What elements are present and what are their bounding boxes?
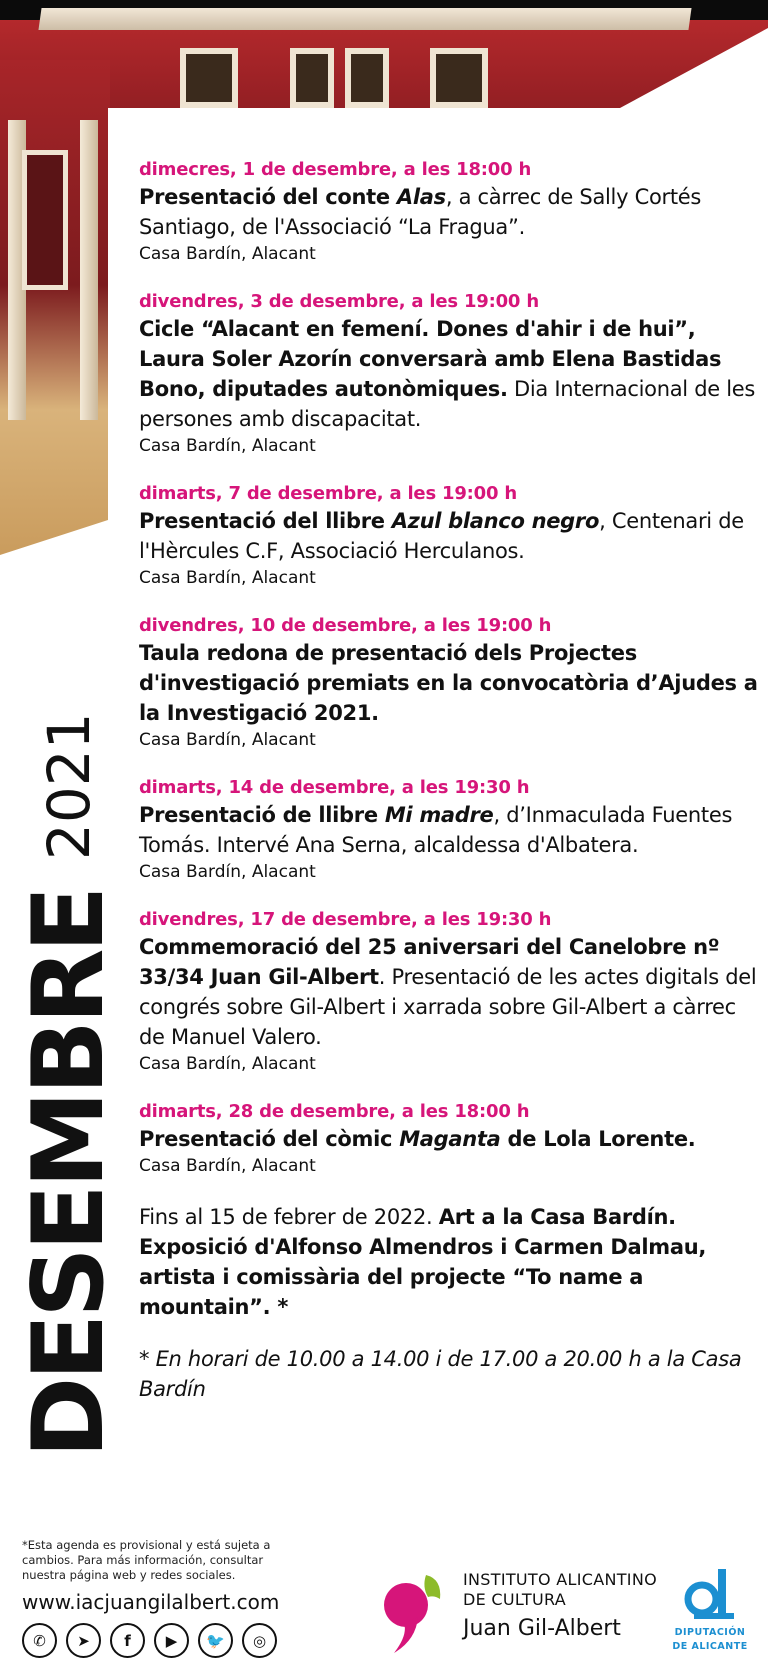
event-date: divendres, 17 de desembre, a les 19:30 h bbox=[139, 909, 552, 930]
event-details: . Presentació de les actes digitals del congrés sobre Gil-Albert i xarrada sobre Gil-Albert a càrrec de Manuel Valero. bbox=[139, 965, 757, 1049]
event-description bbox=[139, 800, 759, 860]
event-date: divendres, 3 de desembre, a les 19:00 h bbox=[139, 291, 539, 312]
institute-name-line3: Juan Gil-Albert bbox=[463, 1616, 621, 1641]
facebook-icon[interactable]: f bbox=[110, 1623, 145, 1658]
facade-cornice bbox=[38, 8, 691, 30]
event-title: Presentació del conte bbox=[139, 185, 397, 209]
opening-hours-footnote: * En horari de 10.00 a 14.00 i de 17.00 a 20.00 h a la Casa Bardín bbox=[139, 1347, 742, 1401]
facade-window bbox=[430, 48, 488, 108]
event-item bbox=[139, 908, 759, 1076]
event-title-italic: Maganta bbox=[399, 1127, 501, 1151]
diputacion-a-icon bbox=[682, 1565, 738, 1621]
institute-name-line2: DE CULTURA bbox=[463, 1590, 567, 1609]
event-details: , a càrrec de Sally Cortés Santiago, de l'Associació “La Fragua”. bbox=[139, 185, 702, 239]
facade-pillar bbox=[80, 120, 98, 420]
facade-window bbox=[180, 48, 238, 108]
event-list bbox=[139, 158, 759, 1404]
event-title-tail: de Lola Lorente. bbox=[500, 1127, 696, 1151]
event-title: Commemoració del 25 aniversari del Canelobre nº 33/34 Juan Gil-Albert bbox=[139, 935, 720, 989]
event-title-italic: Azul blanco negro bbox=[391, 509, 600, 533]
event-item bbox=[139, 482, 759, 590]
diputacion-line2: DE ALICANTE bbox=[672, 1641, 748, 1652]
event-date: dimarts, 28 de desembre, a les 18:00 h bbox=[139, 1101, 530, 1122]
facade-window bbox=[345, 48, 389, 108]
event-date: dimarts, 14 de desembre, a les 19:30 h bbox=[139, 777, 530, 798]
institute-logo-icon bbox=[382, 1565, 450, 1655]
event-item bbox=[139, 614, 759, 752]
website-link[interactable]: www.iacjuangilalbert.com bbox=[22, 1590, 280, 1614]
month-title bbox=[12, 711, 126, 1458]
event-place: Casa Bardín, Alacant bbox=[139, 436, 316, 456]
instagram-icon[interactable]: ◎ bbox=[242, 1623, 277, 1658]
event-place: Casa Bardín, Alacant bbox=[139, 568, 316, 588]
event-place: Casa Bardín, Alacant bbox=[139, 730, 316, 750]
diputacion-line1: DIPUTACIÓN bbox=[674, 1627, 746, 1638]
telegram-icon[interactable]: ➤ bbox=[66, 1623, 101, 1658]
twitter-icon[interactable]: 🐦 bbox=[198, 1623, 233, 1658]
event-title: Presentació del llibre bbox=[139, 509, 392, 533]
whatsapp-icon[interactable]: ✆ bbox=[22, 1623, 57, 1658]
event-title-italic: Mi madre bbox=[384, 803, 494, 827]
exhibition-title: Art a la Casa Bardín. Exposició d'Alfonso Almendros i Carmen Dalmau, artista i comissària del projecte “To name a mountain”. * bbox=[139, 1205, 707, 1319]
event-title: Cicle “Alacant en femení. Dones d'ahir i de hui”, Laura Soler Azorín conversarà amb Elena Bastidas Bono, diputades autonòmiques. bbox=[139, 317, 722, 401]
month-label: DESEMBRE bbox=[12, 889, 126, 1458]
exhibition-note bbox=[139, 1202, 759, 1322]
event-item bbox=[139, 290, 759, 458]
event-description bbox=[139, 182, 759, 242]
event-place: Casa Bardín, Alacant bbox=[139, 244, 316, 264]
youtube-icon[interactable]: ▶ bbox=[154, 1623, 189, 1658]
event-place: Casa Bardín, Alacant bbox=[139, 1054, 316, 1074]
event-description bbox=[139, 314, 759, 434]
event-title: Presentació del còmic bbox=[139, 1127, 400, 1151]
year-label: 2021 bbox=[35, 711, 103, 860]
event-place: Casa Bardín, Alacant bbox=[139, 862, 316, 882]
diputacion-logo bbox=[670, 1565, 750, 1653]
disclaimer-text: *Esta agenda es provisional y está sujeta a cambios. Para más información, consultar nuestra página web y redes sociales. bbox=[22, 1538, 271, 1582]
event-place: Casa Bardín, Alacant bbox=[139, 1156, 316, 1176]
event-details: , Centenari de l'Hèrcules C.F, Associació Herculanos. bbox=[139, 509, 744, 563]
institute-name-line1: INSTITUTO ALICANTINO bbox=[463, 1570, 657, 1589]
event-date: dimarts, 7 de desembre, a les 19:00 h bbox=[139, 483, 518, 504]
institute-logo-text bbox=[463, 1570, 657, 1642]
social-links bbox=[22, 1623, 277, 1658]
event-item bbox=[139, 158, 759, 266]
event-item bbox=[139, 1100, 759, 1178]
event-title-italic: Alas bbox=[396, 185, 446, 209]
event-date: dimecres, 1 de desembre, a les 18:00 h bbox=[139, 159, 532, 180]
facade-window bbox=[290, 48, 334, 108]
exhibition-dates: Fins al 15 de febrer de 2022. bbox=[139, 1205, 439, 1229]
event-description bbox=[139, 506, 759, 566]
event-description bbox=[139, 932, 759, 1052]
facade-window-left bbox=[22, 150, 68, 290]
event-description bbox=[139, 638, 759, 728]
event-date: divendres, 10 de desembre, a les 19:00 h bbox=[139, 615, 552, 636]
event-item bbox=[139, 776, 759, 884]
event-details: , d’Inmaculada Fuentes Tomás. Intervé Ana Serna, alcaldessa d'Albatera. bbox=[139, 803, 733, 857]
event-details: Dia Internacional de les persones amb discapacitat. bbox=[139, 377, 756, 431]
event-title: Presentació de llibre bbox=[139, 803, 385, 827]
event-description bbox=[139, 1124, 759, 1154]
event-title: Taula redona de presentació dels Projectes d'investigació premiats en la convocatòria d’Ajudes a la Investigació 2021. bbox=[139, 641, 758, 725]
